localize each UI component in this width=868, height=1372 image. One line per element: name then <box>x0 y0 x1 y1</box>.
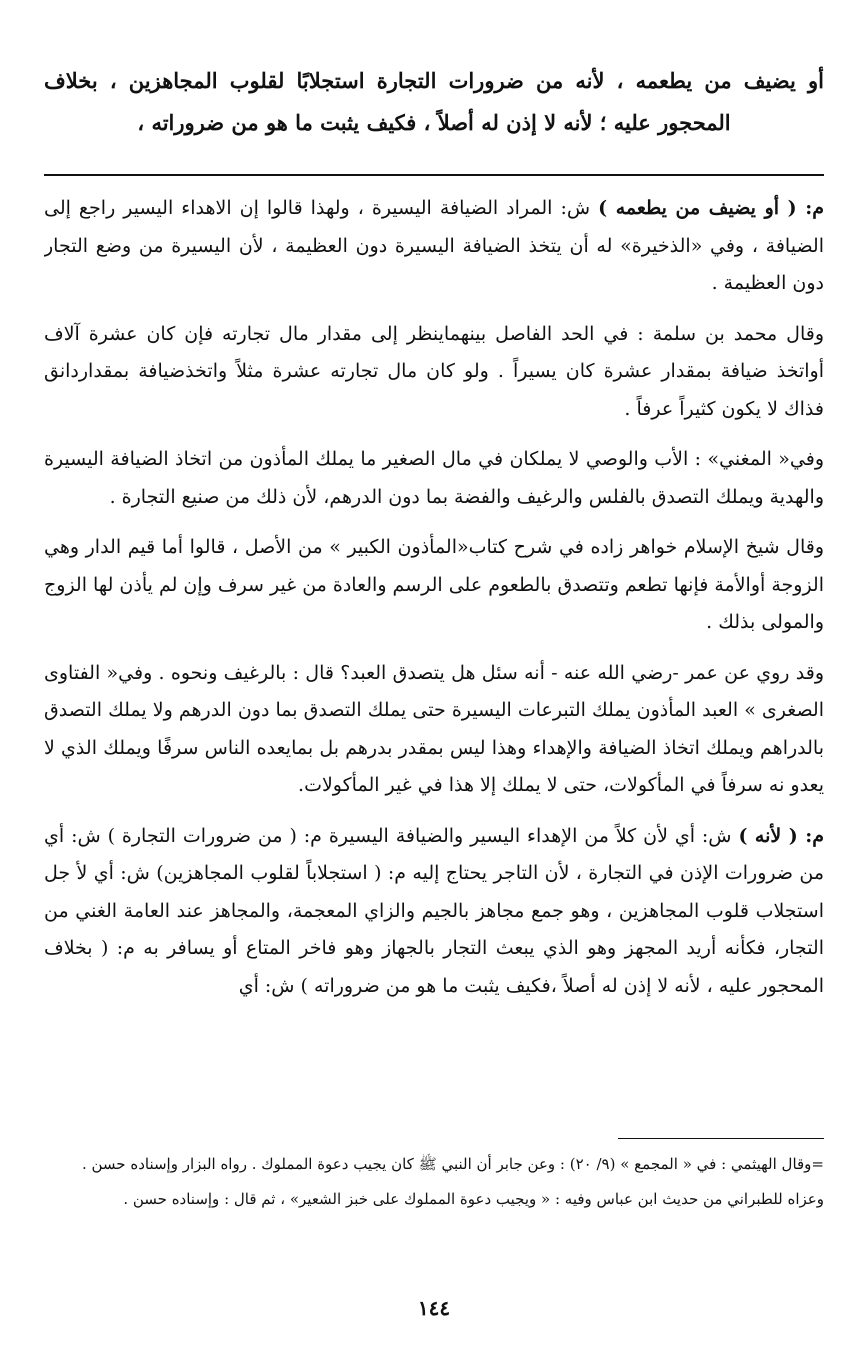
sharh-paragraph-2 <box>44 316 824 429</box>
sharh-text: وقد روي عن عمر -رضي الله عنه - أنه سئل هل يتصدق العبد؟ قال : بالرغيف ونحوه . وفي« الفتاوى الصغرى » العبد المأذون يملك التبرعات اليسيرة حتى يملك التصدق بما دون الدرهم ولا يملك التصدق بالدراهم ويملك اتخاذ الضيافة والإهداء وهذا ليس بمقدر بدرهم بل بمايعده الناس سرفًا ويملك الذي لا يعدو نه سرفاً في المأكولات، حتى لا يملك إلا هذا في غير المأكولات. <box>44 661 824 796</box>
sharh-paragraph-6 <box>44 818 824 1006</box>
sharh-text: وقال شيخ الإسلام خواهر زاده في شرح كتاب«المأذون الكبير » من الأصل ، قالوا أما قيم الدار وهي الزوجة أوالأمة فإنها تطعم وتتصدق بالطعوم على الرسم والعادة من غير سرف وإن لم يأذن لها الزوج والمولى بذلك . <box>44 536 824 633</box>
sharh-paragraph-3 <box>44 441 824 516</box>
sharh-text: وقال محمد بن سلمة : في الحد الفاصل بينهماينظر إلى مقدار مال تجارته فإن كان عشرة آلاف أواتخذ ضيافة بمقدار عشرة كان يسيراً . ولو كان مال تجارته عشرة مثلاً واتخذضيافة بمقداردانق فذاك لا يكون كثيراً عرفاً . <box>44 322 824 420</box>
sharh-lead: م: ( لأنه ) <box>738 824 824 847</box>
sharh-paragraph-5 <box>44 655 824 805</box>
footnote-2: وعزاه للطبراني من حديث ابن عباس وفيه : « ويجيب دعوة المملوك على خبز الشعير» ، ثم قال : وإسناده حسن . <box>123 1190 824 1208</box>
matn-divider <box>44 174 824 176</box>
sharh-lead: م: ( أو يضيف من يطعمه ) <box>598 197 824 219</box>
sharh-section <box>44 190 824 1005</box>
page-number: ١٤٤ <box>417 1296 451 1320</box>
sharh-text: ش: المراد الضيافة اليسيرة ، ولهذا قالوا إن الاهداء اليسير راجع إلى الضيافة ، وفي «الذخيرة» له أن يتخذ الضيافة اليسيرة دون العظيمة ، لأن اليسيرة من وضع التجار دون العظيمة . <box>44 197 824 294</box>
matn-text: أو يضيف من يطعمه ، لأنه من ضرورات التجارة استجلابًا لقلوب المجاهزين ، بخلاف المحجور عليه ؛ لأنه لا إذن له أصلاً ، فكيف يثبت ما هو من ضروراته ، <box>44 68 824 135</box>
sharh-paragraph-4 <box>44 529 824 642</box>
sharh-text: وفي« المغني» : الأب والوصي لا يملكان في مال الصغير ما يملك المأذون من اتخاذ الضيافة اليسيرة والهدية ويملك التصدق بالفلس والرغيف والفضة بما دون الدرهم، لأن ذلك من صنيع التجارة . <box>44 448 824 508</box>
sharh-text: ش: أي لأن كلاً من الإهداء اليسير والضيافة اليسيرة م: ( من ضرورات التجارة ) ش: أي من ضرورات الإذن في التجارة ، لأن التاجر يحتاج إليه م: ( استجلاباً لقلوب المجاهزين) ش: أي لأ جل استجلاب قلوب المجاهزين ، وهو جمع مجاهز بالجيم والزاي المعجمة، والمجاهز عند العامة الغني من التجار، فكأنه أريد المجهز وهو الذي يبعث التجار بالجهاز وهو فاخر المتاع أو يسافر به م: ( بخلاف المحجور عليه ، لأنه لا إذن له أصلاً ،فكيف يثبت ما هو من ضروراته ) ش: أي <box>44 824 824 997</box>
footnotes <box>44 1150 824 1220</box>
sharh-paragraph-1 <box>44 190 824 303</box>
footnote-1: =وقال الهيثمي : في « المجمع » (٩/ ٢٠) : وعن جابر أن النبي ﷺ كان يجيب دعوة المملوك . رواه البزار وإسناده حسن . <box>81 1155 824 1173</box>
footnote-divider <box>618 1138 824 1139</box>
